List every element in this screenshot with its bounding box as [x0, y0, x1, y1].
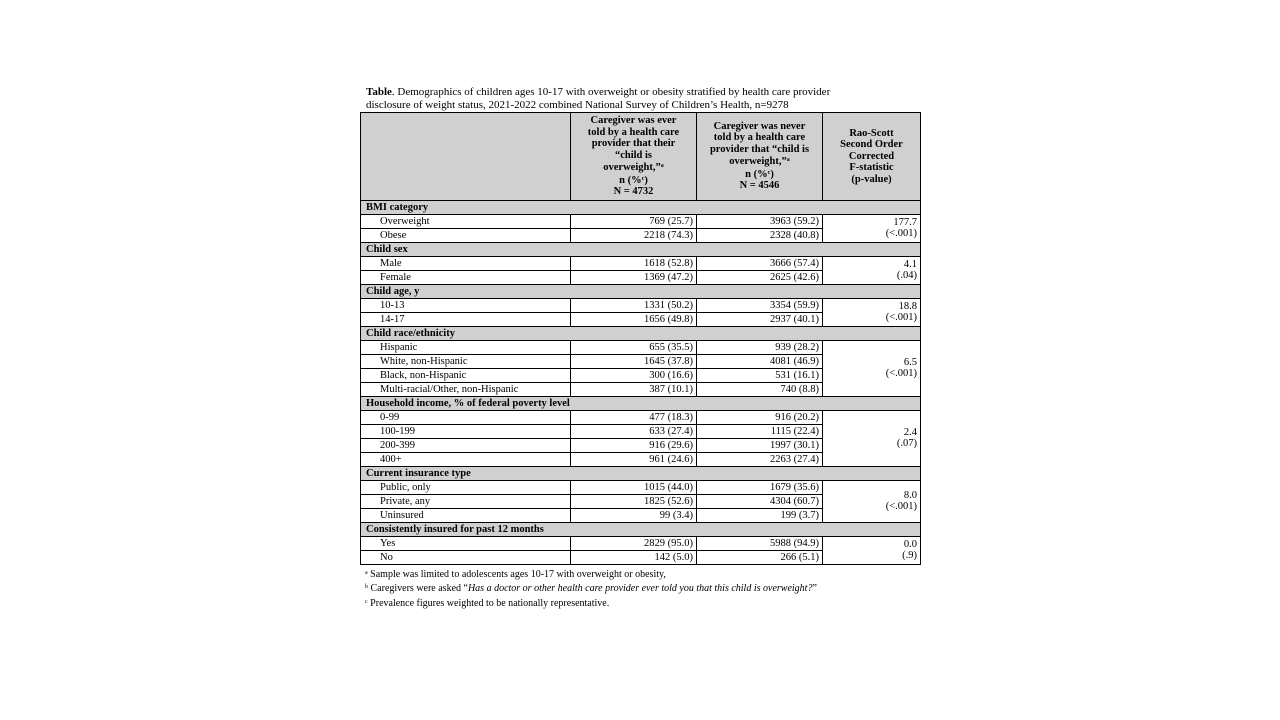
- row-label: Multi-racial/Other, non-Hispanic: [361, 382, 571, 396]
- f-value: 177.7: [893, 217, 917, 228]
- cell-never-told: 3354 (59.9): [697, 298, 823, 312]
- cell-never-told: 4304 (60.7): [697, 494, 823, 508]
- f-value: 2.4: [903, 427, 917, 438]
- row-label: 200-399: [361, 438, 571, 452]
- cell-ever-told: 300 (16.6): [571, 368, 697, 382]
- section-title: Child race/ethnicity: [361, 326, 921, 340]
- f-value: 4.1: [903, 259, 917, 270]
- cell-never-told: 531 (16.1): [697, 368, 823, 382]
- cell-never-told: 2328 (40.8): [697, 228, 823, 242]
- f-value: 6.5: [903, 357, 917, 368]
- cell-never-told: 2263 (27.4): [697, 452, 823, 466]
- table-row: [361, 340, 921, 354]
- row-label: 0-99: [361, 410, 571, 424]
- cell-ever-told: 916 (29.6): [571, 438, 697, 452]
- cell-never-told: 199 (3.7): [697, 508, 823, 522]
- caption-text: . Demographics of children ages 10-17 with overweight or obesity stratified by health care provider: [391, 86, 831, 98]
- cell-f-statistic: [823, 298, 921, 326]
- footnote-b: $^b$ Caregivers were asked “Has a doctor or other health care provider ever told you that this child is overweight?”: [365, 583, 817, 594]
- p-value: (.07): [896, 438, 917, 449]
- caption-lead: Table: [366, 86, 392, 98]
- row-label: Uninsured: [361, 508, 571, 522]
- cell-ever-told: 1015 (44.0): [571, 480, 697, 494]
- row-label: White, non-Hispanic: [361, 354, 571, 368]
- cell-ever-told: 1331 (50.2): [571, 298, 697, 312]
- header-f-statistic: Rao-Scott Second Order Corrected F-statistic (p-value): [823, 113, 921, 201]
- cell-never-told: 2625 (42.6): [697, 270, 823, 284]
- row-label: 14-17: [361, 312, 571, 326]
- cell-ever-told: 769 (25.7): [571, 214, 697, 228]
- cell-f-statistic: [823, 256, 921, 284]
- p-value: (<.001): [885, 228, 917, 239]
- cell-ever-told: 1825 (52.6): [571, 494, 697, 508]
- header-blank: [361, 113, 571, 201]
- cell-ever-told: 655 (35.5): [571, 340, 697, 354]
- cell-never-told: 1997 (30.1): [697, 438, 823, 452]
- row-label: Black, non-Hispanic: [361, 368, 571, 382]
- section-header-row: [361, 466, 921, 480]
- footnote-a: $^a$ Sample was limited to adolescents ages 10-17 with overweight or obesity,: [365, 568, 666, 580]
- cell-never-told: 4081 (46.9): [697, 354, 823, 368]
- demographics-table: [360, 112, 921, 565]
- table-row: [361, 214, 921, 228]
- cell-ever-told: 477 (18.3): [571, 410, 697, 424]
- section-title: Current insurance type: [361, 466, 921, 480]
- footnotes: [360, 567, 920, 611]
- section-header-row: [361, 284, 921, 298]
- header-never-told: Caregiver was never told by a health care provider that “child is overweight,”$^a$ n (%$^c$) N = 4546: [697, 113, 823, 201]
- cell-ever-told: 633 (27.4): [571, 424, 697, 438]
- cell-f-statistic: [823, 214, 921, 242]
- cell-ever-told: 1656 (49.8): [571, 312, 697, 326]
- row-label: Female: [361, 270, 571, 284]
- cell-f-statistic: [823, 410, 921, 466]
- document-page: [360, 86, 920, 610]
- row-label: Public, only: [361, 480, 571, 494]
- caption-text-2: disclosure of weight status, 2021-2022 combined National Survey of Children’s Health, n=9278: [366, 99, 789, 111]
- section-title: Child age, y: [361, 284, 921, 298]
- footnote-c: $^c$ Prevalence figures weighted to be nationally representative.: [365, 597, 610, 609]
- cell-never-told: 1679 (35.6): [697, 480, 823, 494]
- cell-f-statistic: [823, 480, 921, 522]
- row-label: Overweight: [361, 214, 571, 228]
- cell-never-told: 5988 (94.9): [697, 536, 823, 550]
- cell-ever-told: 2218 (74.3): [571, 228, 697, 242]
- header-row: [361, 113, 921, 201]
- section-header-row: [361, 522, 921, 536]
- section-header-row: [361, 396, 921, 410]
- cell-f-statistic: [823, 340, 921, 396]
- cell-never-told: 3666 (57.4): [697, 256, 823, 270]
- table-row: [361, 410, 921, 424]
- cell-ever-told: 142 (5.0): [571, 550, 697, 564]
- cell-ever-told: 1369 (47.2): [571, 270, 697, 284]
- p-value: (<.001): [885, 368, 917, 379]
- p-value: (.9): [902, 550, 917, 561]
- row-label: Yes: [361, 536, 571, 550]
- table-row: [361, 298, 921, 312]
- f-value: 8.0: [903, 490, 917, 501]
- p-value: (<.001): [885, 312, 917, 323]
- row-label: Private, any: [361, 494, 571, 508]
- cell-never-told: 939 (28.2): [697, 340, 823, 354]
- cell-ever-told: 1645 (37.8): [571, 354, 697, 368]
- p-value: (.04): [896, 270, 917, 281]
- table-caption: [360, 86, 920, 112]
- section-title: Consistently insured for past 12 months: [361, 522, 921, 536]
- section-title: Child sex: [361, 242, 921, 256]
- cell-never-told: 740 (8.8): [697, 382, 823, 396]
- p-value: (<.001): [885, 501, 917, 512]
- f-value: 0.0: [903, 539, 917, 550]
- cell-never-told: 916 (20.2): [697, 410, 823, 424]
- cell-never-told: 266 (5.1): [697, 550, 823, 564]
- section-header-row: [361, 326, 921, 340]
- cell-never-told: 3963 (59.2): [697, 214, 823, 228]
- row-label: Hispanic: [361, 340, 571, 354]
- cell-never-told: 2937 (40.1): [697, 312, 823, 326]
- section-header-row: [361, 242, 921, 256]
- row-label: 100-199: [361, 424, 571, 438]
- row-label: 10-13: [361, 298, 571, 312]
- cell-f-statistic: [823, 536, 921, 564]
- row-label: 400+: [361, 452, 571, 466]
- row-label: Male: [361, 256, 571, 270]
- f-value: 18.8: [898, 301, 917, 312]
- row-label: Obese: [361, 228, 571, 242]
- row-label: No: [361, 550, 571, 564]
- section-title: Household income, % of federal poverty level: [361, 396, 921, 410]
- table-row: [361, 480, 921, 494]
- cell-ever-told: 387 (10.1): [571, 382, 697, 396]
- section-header-row: [361, 200, 921, 214]
- table-body: [361, 200, 921, 564]
- cell-ever-told: 1618 (52.8): [571, 256, 697, 270]
- section-title: BMI category: [361, 200, 921, 214]
- table-row: [361, 536, 921, 550]
- cell-ever-told: 2829 (95.0): [571, 536, 697, 550]
- cell-never-told: 1115 (22.4): [697, 424, 823, 438]
- cell-ever-told: 961 (24.6): [571, 452, 697, 466]
- cell-ever-told: 99 (3.4): [571, 508, 697, 522]
- header-ever-told: Caregiver was ever told by a health care provider that their “child is overweight,”$^a$ n (%$^c$) N = 4732: [571, 113, 697, 201]
- table-row: [361, 256, 921, 270]
